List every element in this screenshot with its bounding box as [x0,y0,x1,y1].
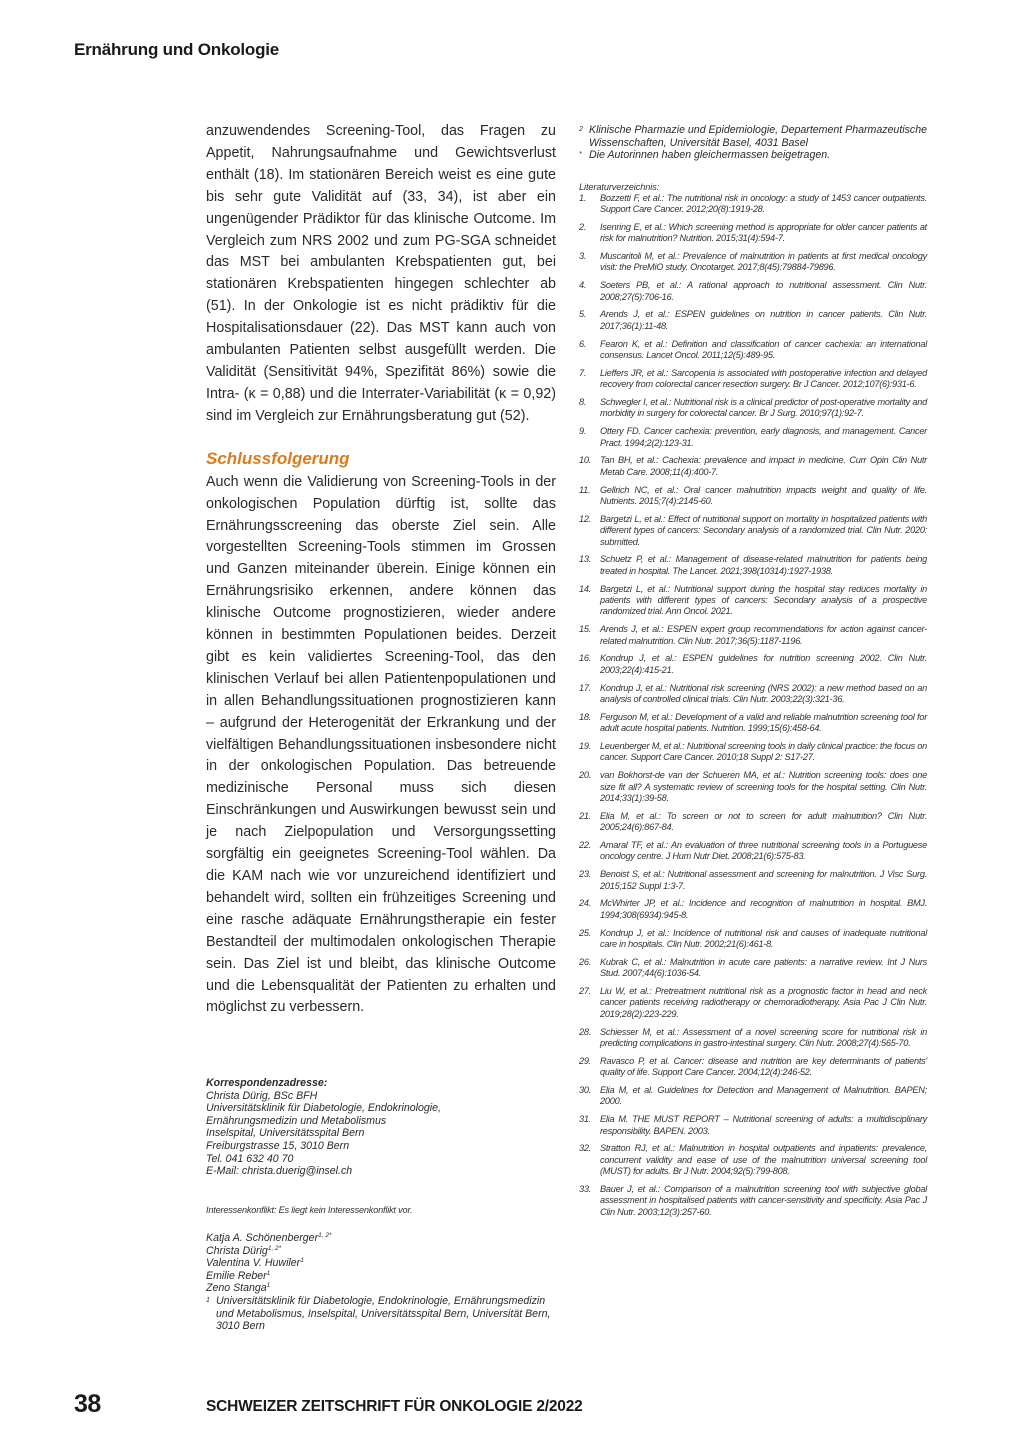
reference-column [579,124,927,1225]
reference-text: Elia M, et al.: To screen or not to screen for adult malnutrition? Clin Nutr. 2005;24(6):867-84. [600,810,927,833]
reference-text: Kondrup J, et al.: ESPEN guidelines for nutrition screening 2002. Clin Nutr. 2003;22(4):415-21. [600,653,927,675]
reference-item [579,1184,927,1218]
reference-item [579,683,927,706]
reference-text: Schiesser M, et al.: Assessment of a novel screening score for nutritional risk in predicting complications in gastro-intestinal surgery. Clin Nutr. 2008;27(4):565-70. [600,1026,927,1049]
reference-item [579,840,927,863]
journal-title: SCHWEIZER ZEITSCHRIFT FÜR ONKOLOGIE 2/2022 [206,1398,583,1415]
main-text-column [206,121,556,1019]
reference-text: Bargetzi L, et al.: Effect of nutritional support on mortality in hospitalized patients with different types of cancers: Secondary analysis of a randomized trial. Clin Nutr. 2020: submitted. [600,513,927,547]
reference-number: 14. [579,583,592,594]
reference-text: Amaral TF, et al.: An evaluation of three nutritional screening tools in a Portuguese oncology centre. J Hum Nutr Diet. 2008;21(6):575-83. [600,839,927,862]
reference-item [579,957,927,980]
reference-text: Bargetzi L, et al.: Nutritional support during the hospital stay reduces mortality in patients with different types of cancers: Secondary analysis of a prospective randomized trial. Ann Oncol. 2021. [600,583,927,617]
reference-number: 18. [579,711,592,722]
affiliation-footnote: 1 Universitätsklinik für Diabetologie, Endokrinologie, Ernährungsmedizin und Metabolismus, Inselspital, Universitätsspital Bern, Universität Bern, 3010 Bern [206,1294,551,1333]
reference-number: 6. [579,338,587,349]
reference-number: 28. [579,1026,592,1037]
author-list [206,1232,556,1333]
reference-number: 22. [579,839,592,850]
correspondence-line: Ernährungsmedizin und Metabolismus [206,1114,387,1127]
reference-item [579,309,927,332]
reference-item [579,514,927,548]
reference-item [579,426,927,449]
reference-text: Kubrak C, et al.: Malnutrition in acute care patients: a narrative review. Int J Nurs Stud. 2007;44(6):1036-54. [600,956,927,979]
reference-item [579,898,927,921]
reference-item [579,1027,927,1050]
reference-number: 5. [579,309,587,320]
reference-item [579,222,927,245]
reference-text: Leuenberger M, et al.: Nutritional screening tools in daily clinical practice: the focus on cancer. Support Care Cancer. 2010;18 Suppl 2: S17-27. [600,740,927,763]
reference-number: 27. [579,986,592,996]
reference-item [579,741,927,764]
correspondence-heading: Korrespondenzadresse: [206,1077,328,1089]
reference-item [579,584,927,618]
correspondence-line: Freiburgstrasse 15, 3010 Bern [206,1139,350,1152]
reference-text: Schuetz P, et al.: Management of disease-related malnutrition for patients being treated in hospital. The Lancet. 2021;398(10314):1927-1938. [600,554,927,576]
reference-item [579,770,927,804]
reference-text: Arends J, et al.: ESPEN expert group recommendations for action against cancer-related malnutrition. Clin Nutr. 2017;36(5):1187-1196. [600,624,927,646]
reference-number: 16. [579,653,592,664]
reference-number: 20. [579,770,592,781]
reference-item [579,1056,927,1079]
affiliation-footnote: 2 Klinische Pharmazie und Epidemiologie, Departement Pharmazeutische Wissenschaften, Universität Basel, 4031 Basel [579,124,928,149]
reference-item [579,869,927,892]
reference-number: 10. [579,455,592,466]
reference-text: Arends J, et al.: ESPEN guidelines on nutrition in cancer patients. Clin Nutr. 2017;36(1):11-48. [600,309,927,331]
correspondence-address [206,1077,556,1178]
reference-list [579,193,927,1219]
reference-number: 26. [579,956,592,967]
reference-item [579,397,927,420]
reference-text: van Bokhorst-de van der Schueren MA, et al.: Nutrition screening tools: does one size fit all? A systematic review of screening tools for the hospital setting. Clin Nutr. 2014;33(1):39-58. [600,770,927,803]
correspondence-line: Christa Dürig, BSc BFH [206,1089,318,1102]
reference-text: Stratton RJ, et al.: Malnutrition in hospital outpatients and inpatients: prevalence, concurrent validity and ease of use of the malnutrition universal screening tool (MUST) for adults. Br J Nutr. 2004;92(5):799-808. [600,1143,927,1177]
correspondence-line: Universitätsklinik für Diabetologie, Endokrinologie, [206,1102,441,1115]
reference-number: 19. [579,740,592,751]
reference-text: Isenring E, et al.: Which screening method is appropriate for older cancer patients at risk for malnutrition? Nutrition. 2015;31(4):594-7. [600,221,927,244]
running-head-title: Ernährung und Onkologie [74,40,280,59]
author-name: Katja A. Schönenberger$^{1, 2*}$ [206,1232,332,1244]
reference-item [579,251,927,274]
reference-item [579,986,927,1020]
reference-number: 23. [579,869,592,880]
reference-text: Soeters PB, et al.: A rational approach to nutritional assessment. Clin Nutr. 2008;27(5):706-16. [600,280,927,302]
reference-text: Schwegler I, et al.: Nutritional risk is a clinical predictor of post-operative mortality and morbidity in surgery for colorectal cancer. Br J Surg. 2010;97(1):92-7. [600,396,927,419]
reference-text: Muscaritoli M, et al.: Prevalence of malnutrition in patients at first medical oncology visit: the PreMiO study. Oncotarget. 2017;8(45):79884-79896. [600,250,927,273]
reference-item [579,624,927,647]
reference-number: 17. [579,682,592,693]
reference-item [579,1143,927,1177]
reference-text: Elia M, et al. Guidelines for Detection and Management of Malnutrition. BAPEN; 2000. [600,1085,927,1107]
reference-text: Ottery FD. Cancer cachexia: prevention, early diagnosis, and management. Cancer Pract. 1994;2(2):123-31. [600,426,927,448]
reference-number: 1. [579,192,587,203]
reference-item [579,653,927,676]
reference-number: 15. [579,624,592,635]
author-name: Zeno Stanga$^1$ [206,1282,271,1295]
body-paragraph: Auch wenn die Validierung von Screening-Tools in der onkologischen Population dürftig ist, sollte das Ernährungsscreening das oberste Ziel sein. Alle vorgestellten Screening-Tools stimmen im Grossen und Ganzen miteinander überein. Einige können ein Ernährungsrisiko erkennen, andere können das klinische Outcome prognostizieren, wieder andere können in bestimmten Populationen beides. Derzeit gibt es kein validiertes Screening-Tool, das den klinischen Verlauf bei allen Patientenpopulationen und in allen Behandlungssituationen prognostizieren kann – aufgrund der Heterogenität der Erkrankung und der vielfältigen Behandlungssituationen insbesondere nicht in der onkologischen Population. Das betreuende medizinische Personal muss sich diesen Einschränkungen und Auswirkungen bewusst sein und je nach Zielpopulation und Versorgungssetting sorgfältig ein geeignetes Screening-Tool wählen. Da die KAM nach wie vor unzureichend identifiziert und behandelt wird, sollten ein frühzeitiges Screening und eine rasche adäquate Ernährungstherapie ein fester Bestandteil der multimodalen onkologischen Therapie sein. Das Ziel ist und bleibt, das klinische Outcome und die Lebensqualität der Patienten zu erhalten und möglichst zu verbessern. [206,473,556,1016]
reference-item [579,1085,927,1108]
author-name: Christa Dürig$^{1, 2*}$ [206,1244,282,1257]
reference-number: 2. [579,221,587,232]
reference-number: 29. [579,1055,592,1066]
reference-text: Ravasco P, et al. Cancer: disease and nutrition are key determinants of patients' quality of life. Support Care Cancer. 2004;12(4):246-52. [600,1055,927,1078]
page-number: 38 [74,1390,101,1418]
reference-item [579,485,927,508]
reference-number: 21. [579,810,592,821]
reference-item [579,339,927,362]
correspondence-line: Inselspital, Universitätsspital Bern [206,1127,365,1140]
reference-text: Bozzetti F, et al.: The nutritional risk in oncology: a study of 1453 cancer outpatients. Support Care Cancer. 2012;20(8):1919-28. [600,192,927,214]
reference-item [579,811,927,834]
reference-number: 13. [579,554,592,565]
correspondence-email: E-Mail: christa.duerig@insel.ch [206,1165,353,1178]
reference-item [579,368,927,391]
reference-number: 9. [579,426,587,437]
body-paragraph: anzuwendendes Screening-Tool, das Fragen zu Appetit, Nahrungsaufnahme und Gewichtsverlust enthält (18). Im stationären Bereich weist es eine gute bis sehr gute Validität auf (33, 34), ist aber ein ungenügender Prädiktor für das klinische Outcome. Im Vergleich zum NRS 2002 und zum PG-SGA schneidet das MST bei ambulanten Krebspatienten gut, bei stationären Krebspatienten hingegen schlechter ab (51). In der Onkologie ist es nicht prädiktiv für die Hospitalisationsdauer (22). Das MST kann auch von ambulanten Patienten selbst ausgefüllt werden. Die Validität (Sensitivität 94%, Spezifität 86%) sowie die Intra- (κ = 0,88) und die Interrater-Variabilität (κ = 0,92) sind im Vergleich zur Ernährungsberatung gut (52). [206,123,556,424]
reference-item [579,554,927,577]
reference-text: Kondrup J, et al.: Nutritional risk screening (NRS 2002): a new method based on an analysis of controlled clinical trials. Clin Nutr. 2003;22(3):321-36. [600,682,927,704]
literature-heading: Literaturverzeichnis: [579,181,660,192]
reference-text: Elia M. THE MUST REPORT – Nutritional screening of adults: a multidisciplinary responsibility. BAPEN. 2003. [600,1114,927,1136]
reference-text: Liu W, et al.: Pretreatment nutritional risk as a prognostic factor in head and neck cancer patients receiving radiotherapy or chemoradiotherapy. Asia Pac J Clin Nutr. 2019;28(2):223-229. [600,986,927,1019]
equal-contribution-note: * Die Autorinnen haben gleichermassen beigetragen. [579,149,831,161]
reference-number: 12. [579,513,592,524]
reference-number: 8. [579,396,587,407]
reference-number: 25. [579,927,592,938]
reference-number: 24. [579,898,592,909]
reference-number: 32. [579,1143,592,1154]
correspondence-line: Tel. 041 632 40 70 [206,1152,294,1165]
reference-text: McWhirter JP, et al.: Incidence and recognition of malnutrition in hospital. BMJ. 1994;308(6934):945-8. [600,898,927,920]
reference-text: Bauer J, et al.: Comparison of a malnutrition screening tool with subjective global assessment in hospitalised patients with cancer-sensitivity and specificity. Asia Pac J Clin Nutr. 2003;12(3):257-60. [600,1184,927,1217]
reference-number: 11. [579,484,591,495]
section-heading-conclusion: Schlussfolgerung [206,448,350,468]
conflict-of-interest: Interessenkonflikt: Es liegt kein Interessenkonflikt vor. [206,1205,413,1215]
reference-number: 4. [579,280,587,291]
reference-item [579,280,927,303]
reference-text: Benoist S, et al.: Nutritional assessment and screening for malnutrition. J Visc Surg. 2015;152 Suppl 1:3-7. [600,869,927,891]
reference-text: Fearon K, et al.: Definition and classification of cancer cachexia: an international consensus. Lancet Oncol. 2011;12(5):489-95. [600,338,927,360]
reference-text: Ferguson M, et al.: Development of a valid and reliable malnutrition screening tool for adult acute hospital patients. Nutrition. 1999;15(6):458-64. [600,711,927,734]
reference-item [579,712,927,735]
reference-item [579,455,927,478]
reference-number: 33. [579,1184,592,1195]
reference-text: Kondrup J, et al.: Incidence of nutritional risk and causes of inadequate nutritional care in hospitals. Clin Nutr. 2002;21(6):461-8. [600,927,927,949]
reference-text: Tan BH, et al.: Cachexia: prevalence and impact in medicine. Curr Opin Clin Nutr Metab Care. 2008;11(4):400-7. [600,455,927,477]
reference-number: 30. [579,1085,592,1096]
reference-item [579,1114,927,1137]
reference-number: 31. [579,1114,592,1125]
reference-number: 3. [579,250,587,261]
reference-text: Gellrich NC, et al.: Oral cancer malnutrition impacts weight and quality of life. Nutrients. 2015;7(4):2145-60. [600,484,927,506]
author-name: Emilie Reber$^1$ [206,1269,271,1282]
reference-text: Lieffers JR, et al.: Sarcopenia is associated with postoperative infection and delayed recovery from colorectal cancer resection surgery. Br J Cancer. 2012;107(6):931-6. [600,367,927,390]
reference-item [579,928,927,951]
reference-item [579,193,927,216]
reference-number: 7. [579,367,587,378]
author-name: Valentina V. Huwiler$^1$ [206,1257,304,1270]
